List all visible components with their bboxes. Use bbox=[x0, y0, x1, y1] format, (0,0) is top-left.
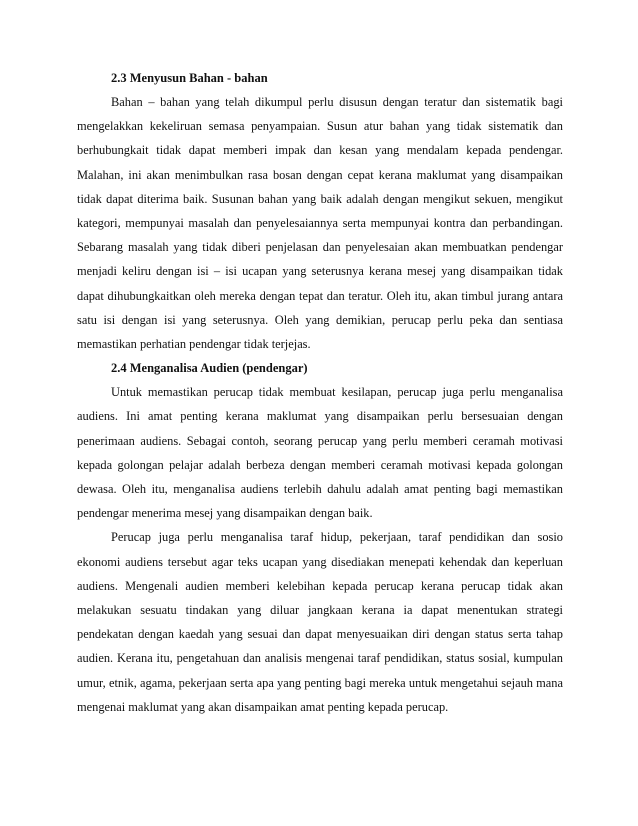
document-page bbox=[77, 66, 563, 719]
section-2-4-paragraph-1: Untuk memastikan perucap tidak membuat kesilapan, perucap juga perlu menganalisa audiens. Ini amat penting kerana maklumat yang disampaikan perlu bersesuaian dengan penerimaan audiens. Sebagai contoh, seorang perucap yang perlu memberi ceramah motivasi kepada golongan pelajar adalah berbeza dengan memberi ceramah motivasi kepada golongan dewasa. Oleh itu, menganalisa audiens terlebih dahulu adalah amat penting bagi memastikan pendengar menerima mesej yang disampaikan dengan baik. bbox=[77, 385, 563, 521]
section-heading-2-3: 2.3 Menyusun Bahan - bahan bbox=[111, 71, 268, 85]
section-2-4-paragraph-2: Perucap juga perlu menganalisa taraf hidup, pekerjaan, taraf pendidikan dan sosio ekonomi audiens tersebut agar teks ucapan yang disediakan menepati kehendak dan keperluan audiens. Mengenali audien memberi kelebihan kepada perucap kerana perucap tidak akan melakukan sesuatu tindakan yang diluar jangkaan kerana ia dapat menentukan strategi pendekatan dengan kaedah yang sesuai dan dapat menyesuaikan diri dengan status serta tahap audien. Kerana itu, pengetahuan dan analisis mengenai taraf pendidikan, status sosial, kumpulan umur, etnik, agama, pekerjaan serta apa yang penting bagi mereka untuk mengetahui sejauh mana mengenai maklumat yang akan disampaikan amat penting kepada perucap. bbox=[77, 530, 563, 714]
section-2-3-paragraph: Bahan – bahan yang telah dikumpul perlu disusun dengan teratur dan sistematik bagi mengelakkan kekeliruan semasa penyampaian. Susun atur bahan yang tidak sistematik dan berhubungkait tidak dapat memberi impak dan kesan yang mendalam kepada pendengar. Malahan, ini akan menimbulkan rasa bosan dengan cepat kerana maklumat yang disampaikan tidak dapat diterima baik. Susunan bahan yang baik adalah dengan mengikut sekuen, mengikut kategori, mempunyai masalah dan penyelesaiannya serta mempunyai kontra dan perbandingan. Sebarang masalah yang tidak diberi penjelasan dan penyelesaian akan membuatkan pendengar menjadi keliru dengan isi – isi ucapan yang seterusnya kerana mesej yang disampaikan tidak dapat dihubungkaitkan oleh mereka dengan tepat dan teratur. Oleh itu, akan timbul jurang antara satu isi dengan isi yang seterusnya. Oleh yang demikian, perucap perlu peka dan sentiasa memastikan perhatian pendengar tidak terjejas. bbox=[77, 95, 563, 352]
section-heading-2-4: 2.4 Menganalisa Audien (pendengar) bbox=[111, 361, 308, 376]
